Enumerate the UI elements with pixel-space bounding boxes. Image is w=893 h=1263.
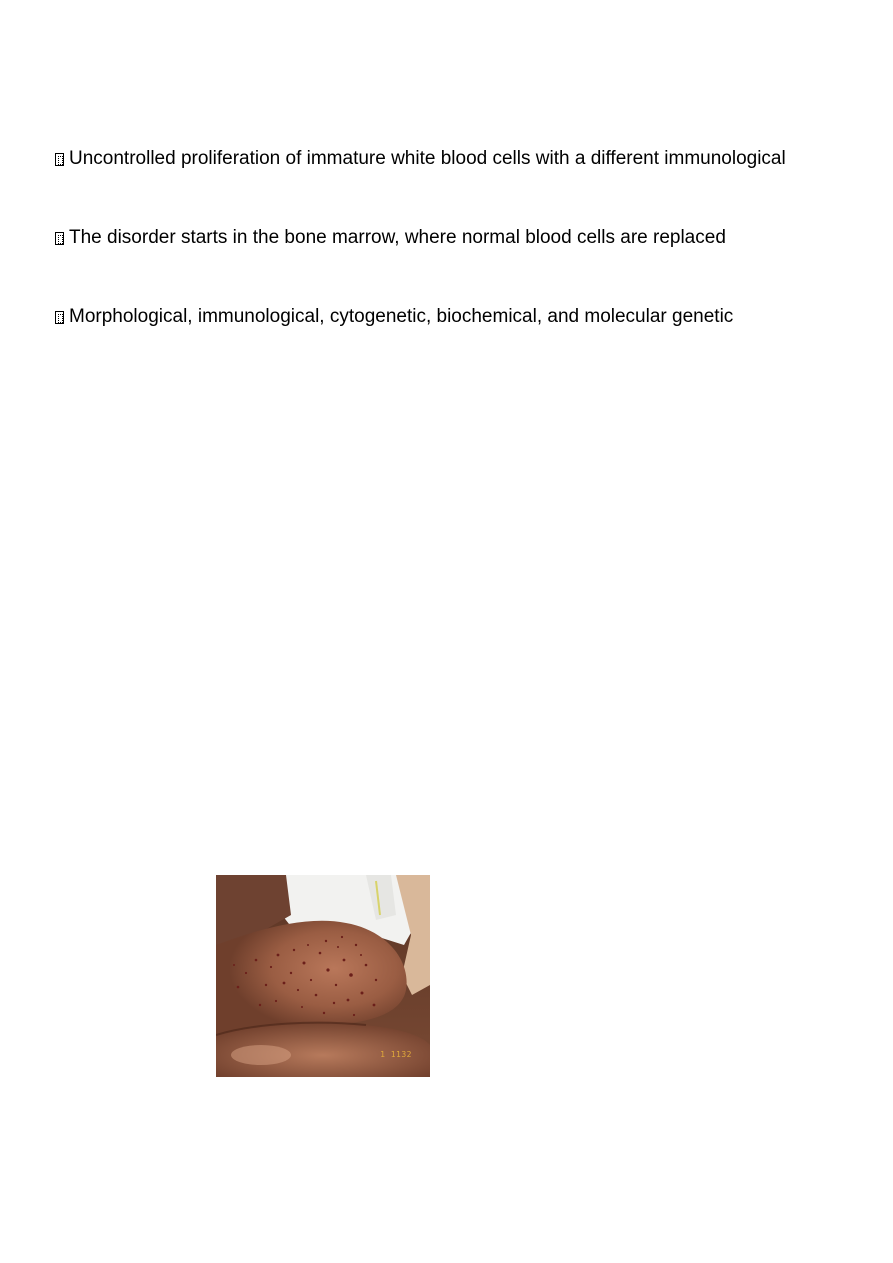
missing-glyph-bullet-icon	[55, 311, 64, 324]
clinical-skin-photo	[216, 875, 430, 1077]
missing-glyph-bullet-icon	[55, 153, 64, 166]
bullet-item-3	[55, 305, 733, 329]
bullet-text: The disorder starts in the bone marrow, where normal blood cells are replaced	[69, 227, 726, 248]
bullet-text: Morphological, immunological, cytogenetic, biochemical, and molecular genetic	[69, 306, 734, 327]
bullet-item-1	[55, 147, 786, 171]
bullet-text: Uncontrolled proliferation of immature white blood cells with a different immunological	[69, 148, 786, 169]
bullet-item-2	[55, 226, 726, 250]
missing-glyph-bullet-icon	[55, 232, 64, 245]
photo-stamp: 1 1132	[380, 1050, 412, 1059]
